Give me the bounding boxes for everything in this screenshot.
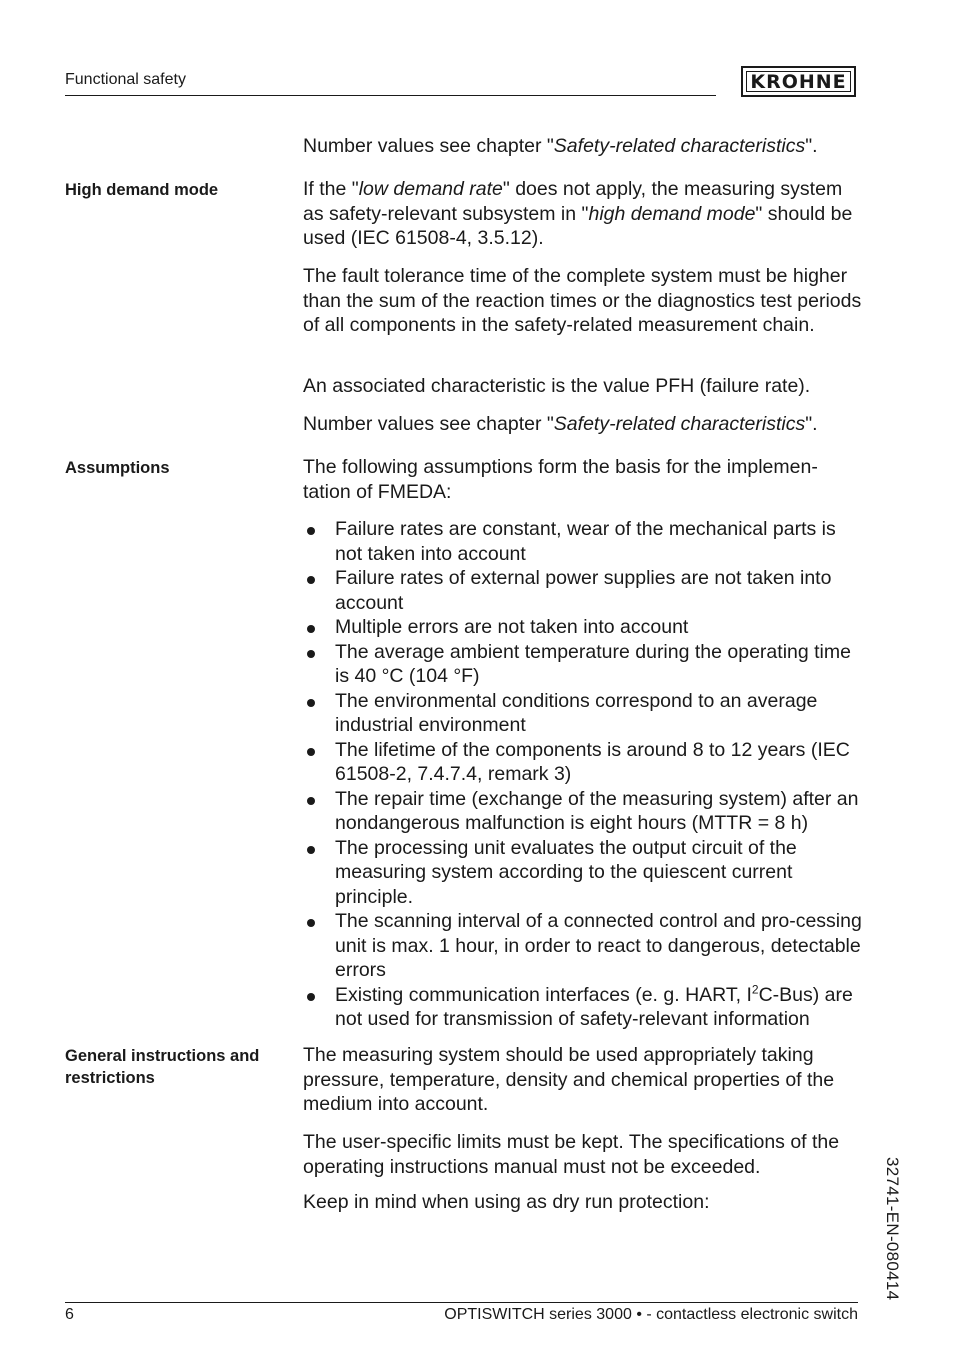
header-title: Functional safety [65,71,186,88]
bullet-icon [307,846,315,854]
document-number: 32741-EN-080414 [883,1157,902,1301]
footer-rule [65,1302,858,1303]
high-demand-paragraph-3: An associated characteristic is the value PFH (failure rate). [303,375,811,397]
page-number: 6 [65,1306,74,1323]
assumptions-label: Assumptions [65,459,170,477]
bullet-icon [307,919,315,927]
logo-text: KROHNE [746,71,851,92]
list-item: The scanning interval of a connected control and pro-cessing unit is max. 1 hour, in order to react to dangerous, detectable errors [303,909,863,983]
high-demand-paragraph-4: Number values see chapter "Safety-related characteristics". [303,413,818,435]
krohne-logo [741,66,856,97]
bullet-icon [307,748,315,756]
general-paragraph-2: The user-specific limits must be kept. The specifications of the operating instructions manual must not be exceeded. [303,1131,840,1178]
list-item: The environmental conditions correspond to an average industrial environment [303,689,863,738]
list-item: The lifetime of the components is around 8 to 12 years (IEC 61508-2, 7.4.7.4, remark 3) [303,738,863,787]
bullet-icon [307,625,315,633]
intro-paragraph: Number values see chapter "Safety-related characteristics". [303,135,818,157]
footer-text: OPTISWITCH series 3000 • - contactless electronic switch [444,1306,858,1323]
assumptions-intro: The following assumptions form the basis for the implemen-tation of FMEDA: [303,456,818,503]
general-paragraph-1: The measuring system should be used appropriately taking pressure, temperature, density and chemical properties of the medium into account. [303,1044,835,1115]
bullet-icon [307,797,315,805]
high-demand-paragraph-2: The fault tolerance time of the complete system must be higher than the sum of the reaction times or the diagnostics test periods of all components in the safety-related measurement chain. [303,265,862,336]
general-instructions-label: General instructions and restrictions [65,1047,260,1087]
bullet-icon [307,576,315,584]
high-demand-label: High demand mode [65,181,219,199]
list-item: The processing unit evaluates the output circuit of the measuring system according to the quiescent current principle. [303,836,863,910]
header-rule [65,95,716,96]
bullet-icon [307,527,315,535]
list-item: Existing communication interfaces (e. g. HART, $I^2C-Bus$) are not used for transmission of safety-relevant information [303,983,863,1032]
high-demand-paragraph-1: If the "low demand rate" does not apply, the measuring system as safety-relevant subsystem in "high demand mode" should be used (IEC 61508-4, 3.5.12). [303,178,853,249]
bullet-icon [307,993,315,1001]
assumptions-list [303,517,863,1032]
list-item: The repair time (exchange of the measuring system) after an nondangerous malfunction is eight hours (MTTR = 8 h) [303,787,863,836]
list-item: Failure rates of external power supplies are not taken into account [303,566,863,615]
general-paragraph-3: Keep in mind when using as dry run protection: [303,1191,710,1213]
list-item: The average ambient temperature during the operating time is 40 °C (104 °F) [303,640,863,689]
list-item: Multiple errors are not taken into account [303,615,863,640]
bullet-icon [307,699,315,707]
list-item: Failure rates are constant, wear of the mechanical parts is not taken into account [303,517,863,566]
bullet-icon [307,650,315,658]
